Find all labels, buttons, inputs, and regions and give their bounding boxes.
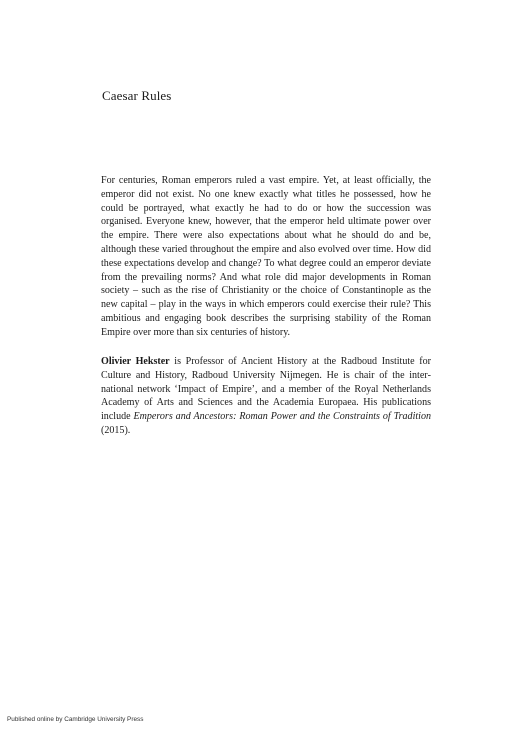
author-bio xyxy=(101,355,431,438)
publication-year: (2015). xyxy=(101,424,131,436)
author-name: Olivier Hekster xyxy=(101,356,170,367)
book-description: For centuries, Roman emperors ruled a vast empire. Yet, at least officially, the emperor did not exist. No one knew exactly what titles he possessed, how he could be portrayed, what exactly he had to do or how the succession was organised. Everyone knew, however, that the emperor held ultimate power over the empire. There were also expectations about what he should do and be, although these varied throughout the empire and also evolved over time. How did these expectations develop and change? To what degree could an emperor deviate from the prevailing norms? And what role did major developments in Roman society – such as the rise of Christianity or the choice of Constantinople as the new capital – play in the ways in which emperors could exercise their rule? This ambitious and engaging book describes the surprising stability of the Roman Empire over more than six centuries of history. xyxy=(101,175,431,338)
publisher-footer: Published online by Cambridge University Press xyxy=(7,716,144,723)
page-title: Caesar Rules xyxy=(102,88,172,103)
publication-title: Emperors and Ancestors: Roman Power and the Constraints of Tradition xyxy=(133,411,431,423)
author-bio-text: is Professor of Ancient History at the Radboud Institute for Culture and History, Radboud University Nijmegen. He is chair of the international network ‘Impact of Empire’, and a member of the Royal Netherlands Academy of Arts and Sciences and the Academia Europaea. His publications include xyxy=(101,356,431,423)
